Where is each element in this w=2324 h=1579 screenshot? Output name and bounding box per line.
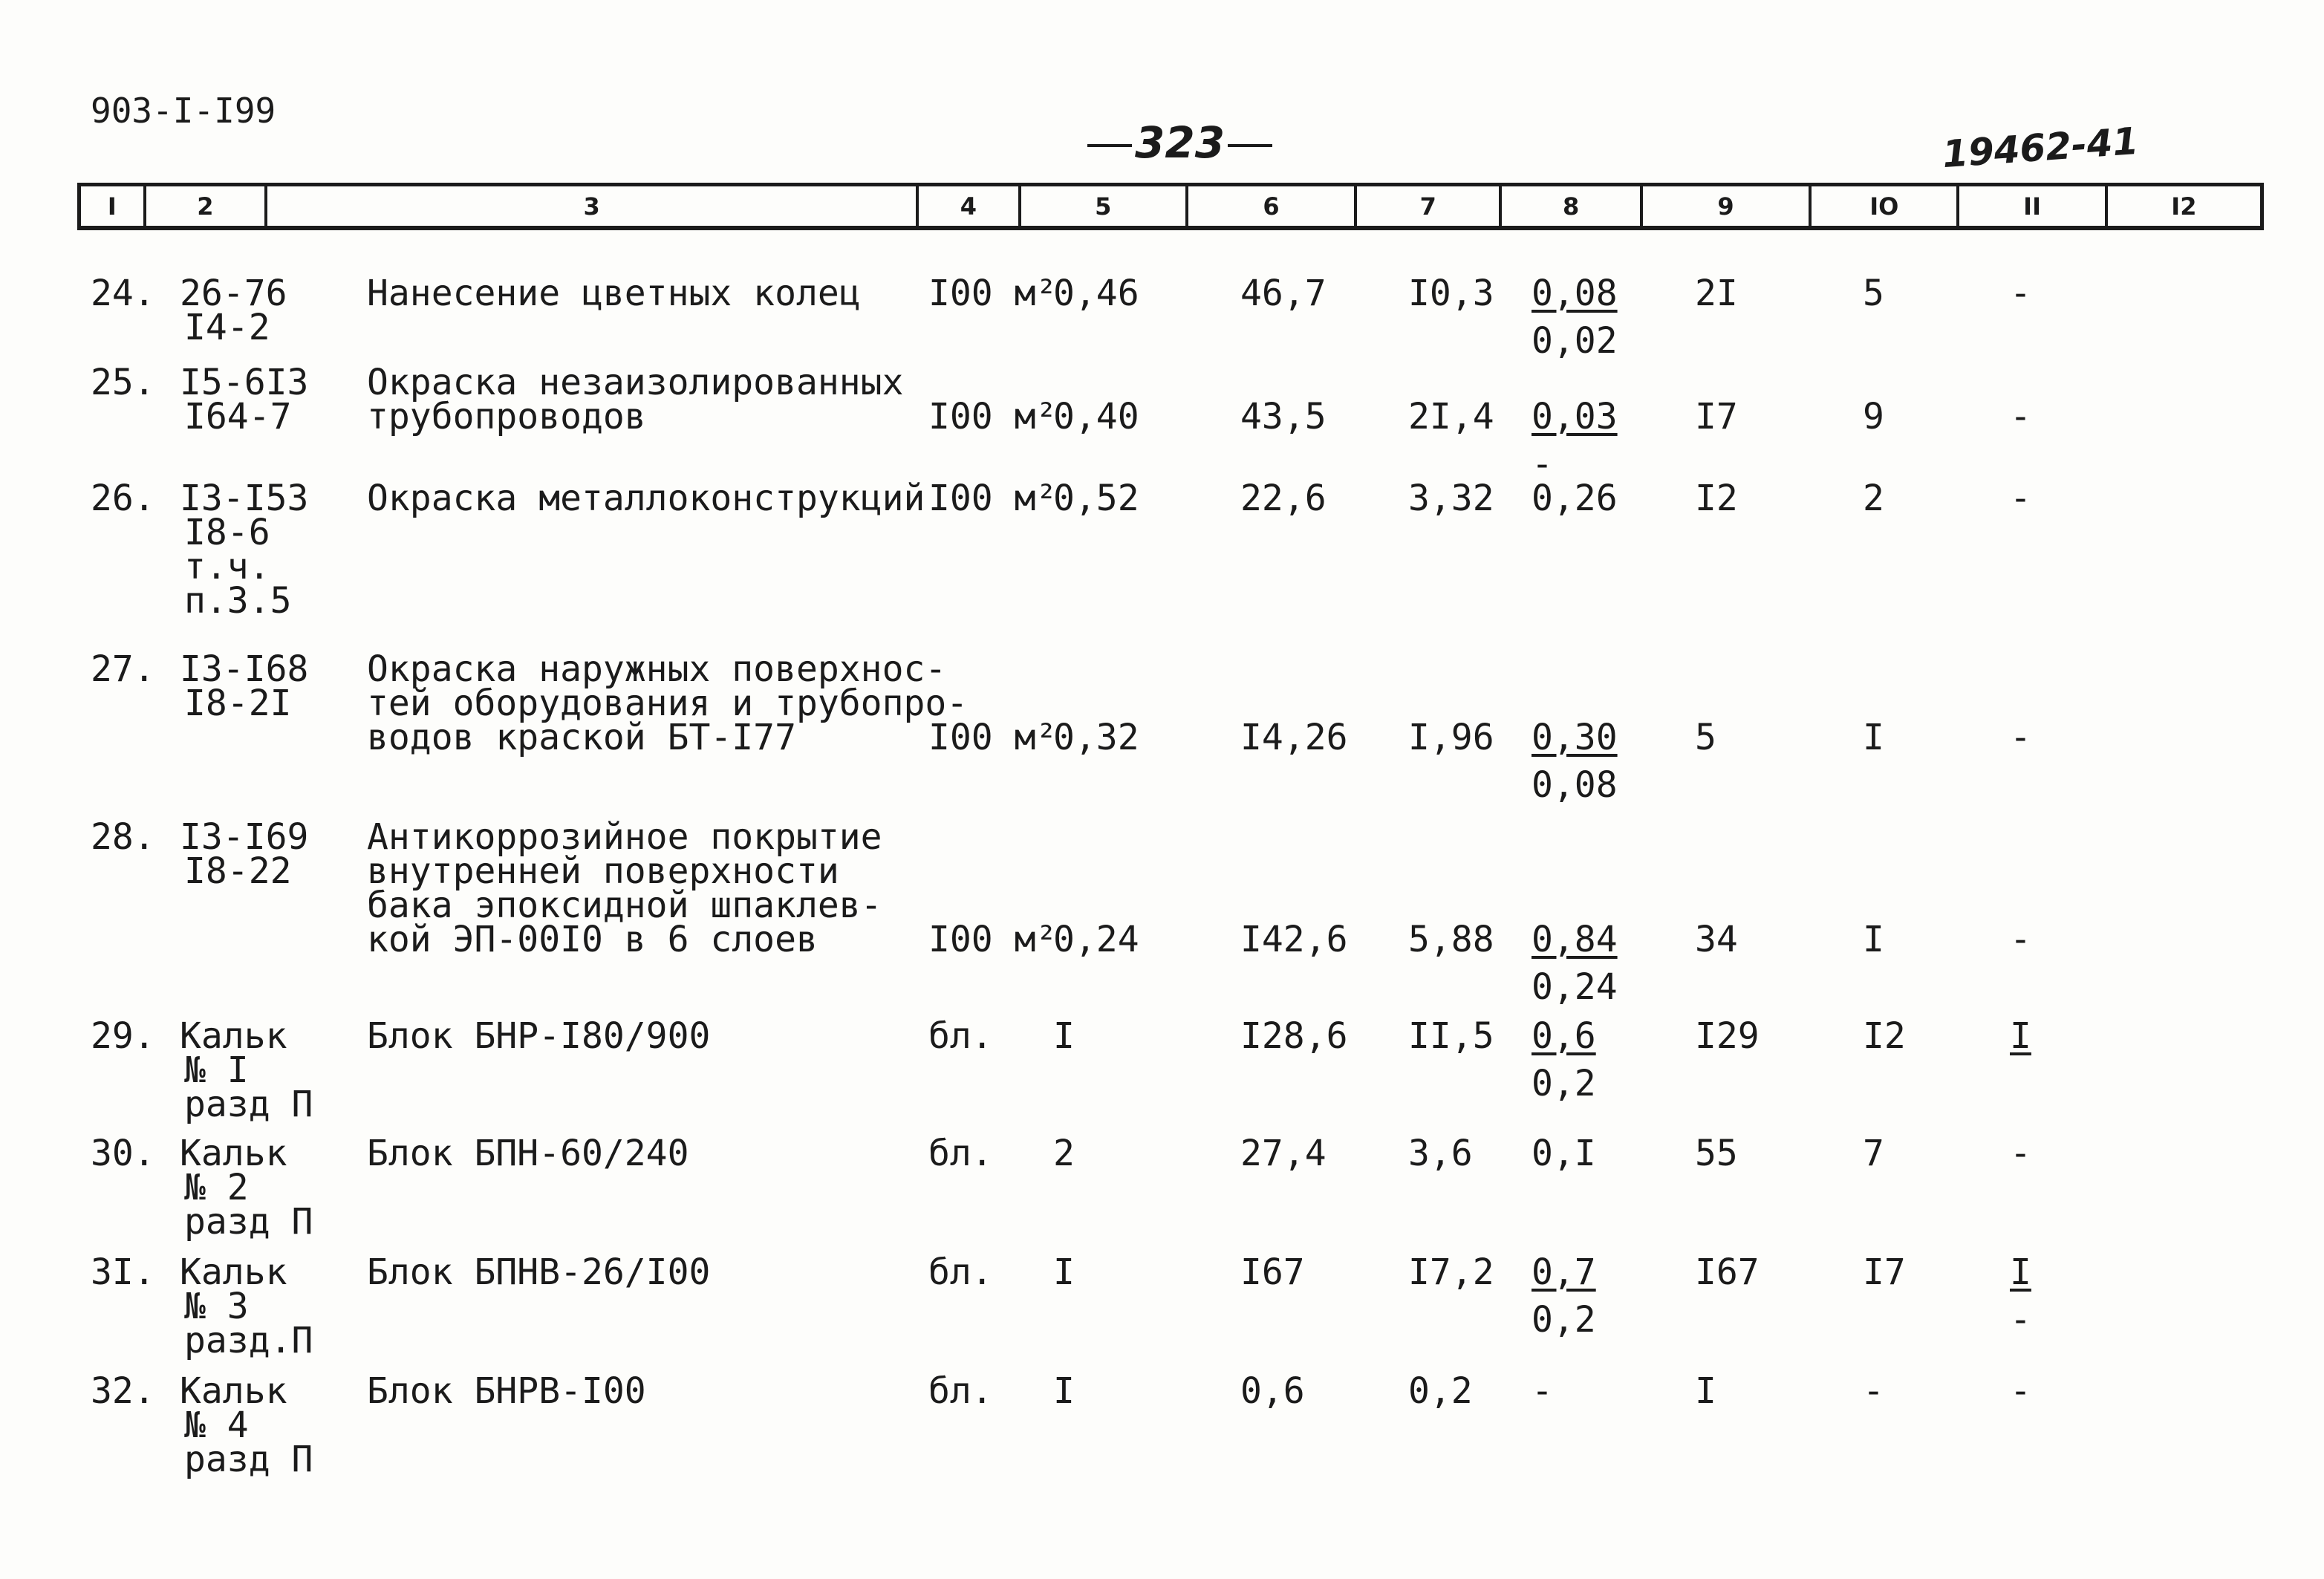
row-col-7: 3,32 (1408, 478, 1494, 519)
row-unit: бл. (928, 1133, 993, 1174)
row-number: 27. (91, 648, 155, 690)
row-col-7: I,96 (1408, 717, 1494, 758)
row-col-8-top: 0,84 (1532, 919, 1618, 960)
row-col-8-top: 0,26 (1532, 478, 1618, 519)
row-unit: бл. (928, 1251, 993, 1293)
row-col-9: 2I (1695, 273, 1738, 314)
row-col-8-bottom: 0,24 (1532, 966, 1618, 1008)
row-col-8-bottom: 0,02 (1532, 320, 1618, 362)
row-col-11-top: - (2010, 273, 2031, 314)
row-code: разд.П (184, 1320, 313, 1361)
row-col-9: I7 (1695, 396, 1738, 437)
row-unit: бл. (928, 1370, 993, 1412)
sheet-number: 19462-41 (1941, 119, 2140, 177)
row-number: 25. (91, 362, 155, 403)
header-col-10: IO (1812, 186, 1959, 226)
row-code: Кальк (180, 1015, 287, 1057)
row-col-8-top: 0,08 (1532, 273, 1618, 314)
row-col-5: I (1053, 1370, 1075, 1412)
row-col-5: 0,40 (1053, 396, 1139, 437)
row-number: 28. (91, 816, 155, 858)
row-col-6: 46,7 (1240, 273, 1327, 314)
row-col-6: I67 (1240, 1251, 1305, 1293)
row-code: I64-7 (184, 396, 292, 437)
row-unit: I00 м² (928, 919, 1058, 960)
row-unit: I00 м² (928, 717, 1058, 758)
row-col-9: 34 (1695, 919, 1738, 960)
row-col-11-top: - (2010, 478, 2031, 519)
row-description: водов краской БТ-I77 (367, 717, 796, 758)
row-col-8-bottom: 0,08 (1532, 764, 1618, 806)
row-description: тей оборудования и трубопро- (367, 683, 969, 724)
row-col-6: 22,6 (1240, 478, 1327, 519)
row-col-10: I7 (1863, 1251, 1906, 1293)
row-col-10: 9 (1863, 396, 1884, 437)
row-col-5: 0,46 (1053, 273, 1139, 314)
row-col-10: 2 (1863, 478, 1884, 519)
row-unit: I00 м² (928, 273, 1058, 314)
row-description: Окраска наружных поверхнос- (367, 648, 947, 690)
page-number-dash-right (1228, 144, 1272, 147)
row-code: I8-22 (184, 850, 292, 892)
header-col-9: 9 (1643, 186, 1812, 226)
page-number (1084, 117, 1275, 168)
header-col-7: 7 (1357, 186, 1502, 226)
row-col-7: 3,6 (1408, 1133, 1473, 1174)
row-code: I3-I69 (180, 816, 309, 858)
row-code: Кальк (180, 1251, 287, 1293)
header-col-3: 3 (267, 186, 919, 226)
row-col-11-top: - (2010, 396, 2031, 437)
row-col-8-bottom: 0,2 (1532, 1063, 1596, 1104)
row-code: № 2 (184, 1167, 249, 1208)
row-col-11-top: - (2010, 919, 2031, 960)
row-unit: I00 м² (928, 396, 1058, 437)
row-col-10: I2 (1863, 1015, 1906, 1057)
row-col-8-top: 0,03 (1532, 396, 1618, 437)
header-col-2: 2 (146, 186, 267, 226)
row-col-6: 27,4 (1240, 1133, 1327, 1174)
row-col-5: I (1053, 1015, 1075, 1057)
row-code: I3-I53 (180, 478, 309, 519)
header-col-11: II (1959, 186, 2107, 226)
row-col-8-top: 0,30 (1532, 717, 1618, 758)
row-col-6: I42,6 (1240, 919, 1348, 960)
row-description: Окраска металлоконструкций (367, 478, 925, 519)
row-description: Блок БПН-60/240 (367, 1133, 689, 1174)
row-code: т.ч. (184, 546, 270, 587)
row-col-5: 0,32 (1053, 717, 1139, 758)
row-code: 26-76 (180, 273, 287, 314)
row-description: Блок БПНВ-26/I00 (367, 1251, 711, 1293)
row-col-10: - (1863, 1370, 1884, 1412)
row-col-8-bottom: 0,2 (1532, 1299, 1596, 1341)
row-col-7: 0,2 (1408, 1370, 1473, 1412)
row-description: Окраска незаизолированных (367, 362, 904, 403)
row-unit: бл. (928, 1015, 993, 1057)
row-code: п.3.5 (184, 580, 292, 622)
row-col-10: 7 (1863, 1133, 1884, 1174)
row-col-9: I29 (1695, 1015, 1760, 1057)
row-code: I5-6I3 (180, 362, 309, 403)
row-description: кой ЭП-00I0 в 6 слоев (367, 919, 818, 960)
row-col-11-top: - (2010, 717, 2031, 758)
row-description: Антикоррозийное покрытие (367, 816, 882, 858)
row-code: № 4 (184, 1404, 249, 1446)
row-unit: I00 м² (928, 478, 1058, 519)
row-col-8-bottom: - (1532, 443, 1553, 485)
row-description: трубопроводов (367, 396, 646, 437)
row-col-6: 43,5 (1240, 396, 1327, 437)
row-col-10: I (1863, 919, 1884, 960)
row-col-5: 0,24 (1053, 919, 1139, 960)
row-col-6: I28,6 (1240, 1015, 1348, 1057)
row-number: 32. (91, 1370, 155, 1412)
header-col-6: 6 (1188, 186, 1357, 226)
table-header (77, 183, 2264, 230)
row-col-8-top: 0,6 (1532, 1015, 1596, 1057)
row-col-9: I2 (1695, 478, 1738, 519)
row-number: 3I. (91, 1251, 155, 1293)
row-col-7: 2I,4 (1408, 396, 1494, 437)
row-col-5: I (1053, 1251, 1075, 1293)
row-col-10: I (1863, 717, 1884, 758)
row-col-9: I (1695, 1370, 1716, 1412)
row-code: I8-6 (184, 512, 270, 553)
row-col-9: 55 (1695, 1133, 1738, 1174)
row-description: внутренней поверхности (367, 850, 839, 892)
row-col-8-top: 0,I (1532, 1133, 1596, 1174)
row-description: бака эпоксидной шпаклев- (367, 885, 882, 926)
row-number: 29. (91, 1015, 155, 1057)
row-col-11-bottom: - (2010, 1299, 2031, 1341)
row-number: 30. (91, 1133, 155, 1174)
document-code: 903-I-I99 (91, 91, 276, 131)
page-number-dash-left (1087, 144, 1132, 147)
header-col-5: 5 (1021, 186, 1188, 226)
row-description: Нанесение цветных колец (367, 273, 861, 314)
row-number: 26. (91, 478, 155, 519)
row-description: Блок БНРВ-I00 (367, 1370, 646, 1412)
row-code: № 3 (184, 1286, 249, 1327)
row-code: разд П (184, 1439, 313, 1480)
row-col-8-top: 0,7 (1532, 1251, 1596, 1293)
row-col-8-top: - (1532, 1370, 1553, 1412)
page-number-value: 323 (1135, 117, 1226, 168)
header-col-12: I2 (2171, 192, 2197, 221)
row-col-10: 5 (1863, 273, 1884, 314)
row-code: Кальк (180, 1370, 287, 1412)
row-code: I4-2 (184, 307, 270, 348)
row-col-11-top: - (2010, 1370, 2031, 1412)
row-col-11-top: I (2010, 1015, 2031, 1057)
row-code: I3-I68 (180, 648, 309, 690)
row-col-7: I7,2 (1408, 1251, 1494, 1293)
row-col-9: I67 (1695, 1251, 1760, 1293)
row-col-7: 5,88 (1408, 919, 1494, 960)
row-code: Кальк (180, 1133, 287, 1174)
row-col-5: 0,52 (1053, 478, 1139, 519)
row-col-7: II,5 (1408, 1015, 1494, 1057)
row-col-11-top: I (2010, 1251, 2031, 1293)
row-col-5: 2 (1053, 1133, 1075, 1174)
header-col-1: I (81, 186, 146, 226)
row-description: Блок БНР-I80/900 (367, 1015, 711, 1057)
row-code: разд П (184, 1201, 313, 1243)
row-col-9: 5 (1695, 717, 1716, 758)
row-col-6: 0,6 (1240, 1370, 1305, 1412)
row-number: 24. (91, 273, 155, 314)
row-col-11-top: - (2010, 1133, 2031, 1174)
row-code: I8-2I (184, 683, 292, 724)
header-col-8: 8 (1502, 186, 1642, 226)
header-col-4: 4 (919, 186, 1021, 226)
row-col-6: I4,26 (1240, 717, 1348, 758)
row-code: № I (184, 1049, 249, 1091)
row-col-7: I0,3 (1408, 273, 1494, 314)
row-code: разд П (184, 1084, 313, 1125)
